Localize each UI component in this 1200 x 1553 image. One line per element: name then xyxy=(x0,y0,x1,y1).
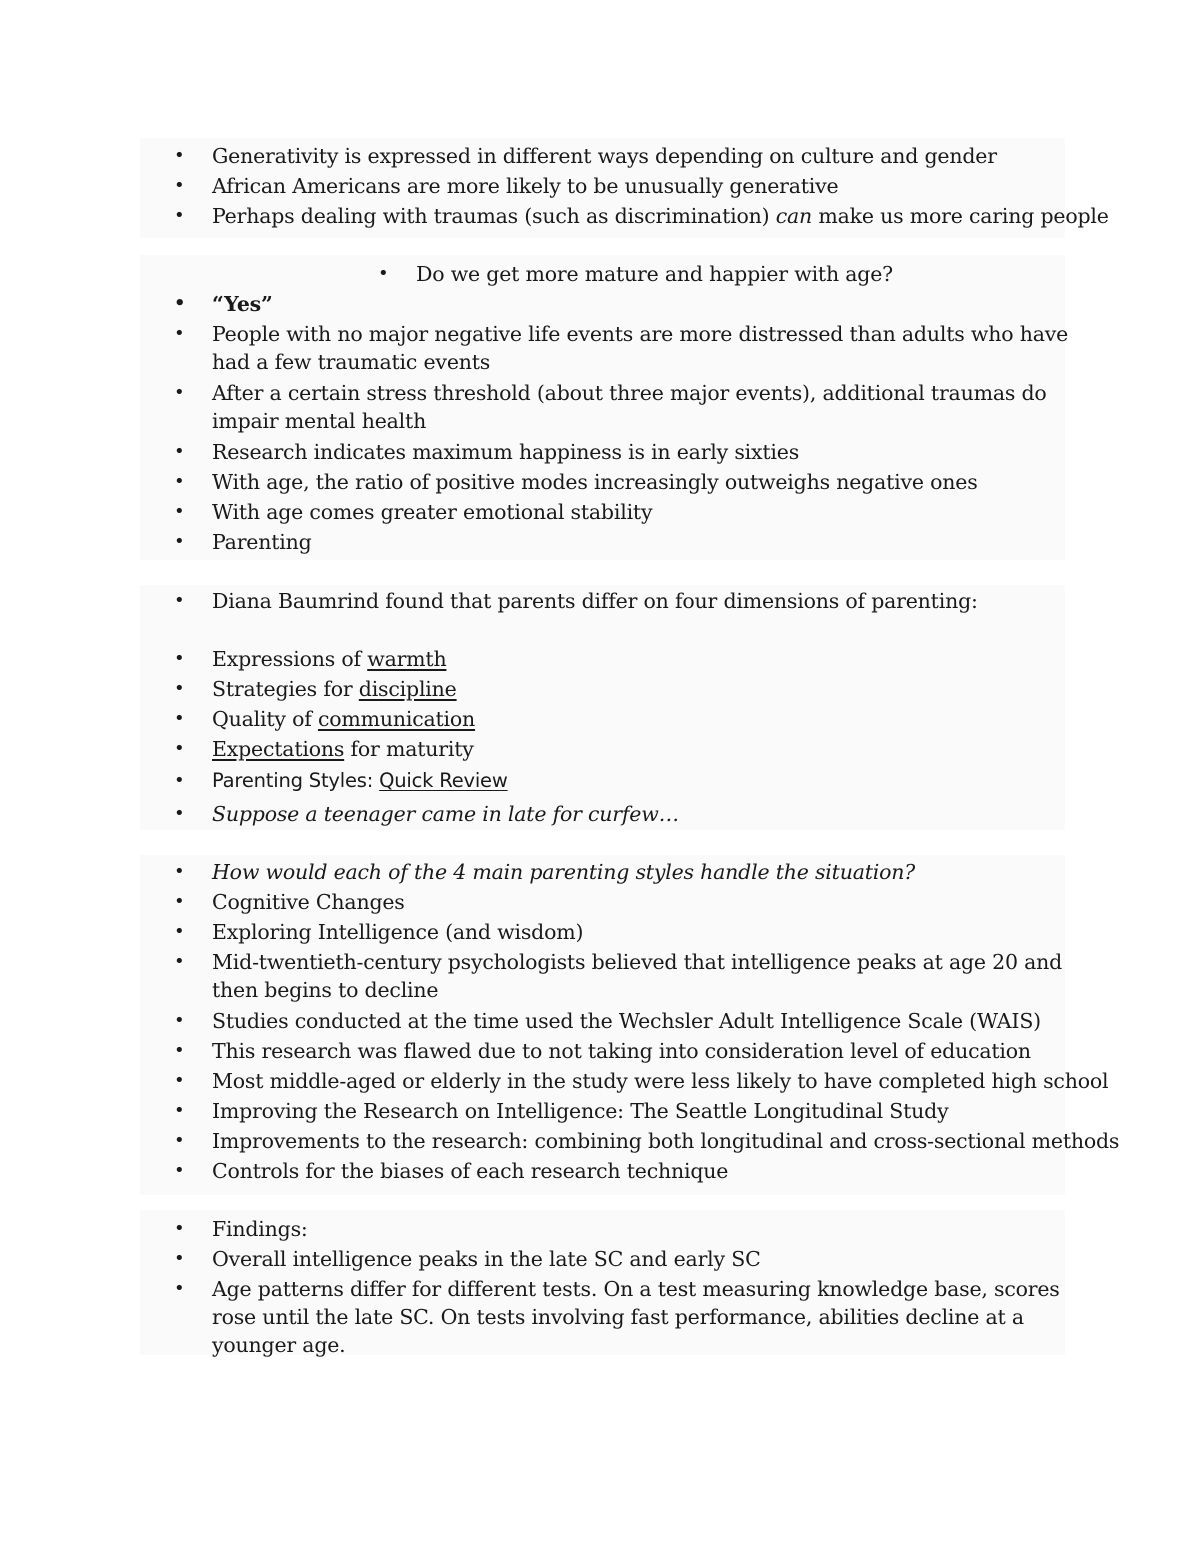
text: for maturity xyxy=(344,737,474,761)
list-item: • Exploring Intelligence (and wisdom) xyxy=(212,918,1072,946)
list-item: • Research indicates maximum happiness is in early sixties xyxy=(212,438,1072,466)
list-item xyxy=(212,705,1072,733)
list-item: • Studies conducted at the time used the Wechsler Adult Intelligence Scale (WAIS) xyxy=(212,1007,1072,1035)
list-item: • With age comes greater emotional stability xyxy=(212,498,1072,526)
list-item: • Diana Baumrind found that parents differ on four dimensions of parenting: xyxy=(212,587,1072,615)
list-item: • With age, the ratio of positive modes increasingly outweighs negative ones xyxy=(212,468,1072,496)
list-item xyxy=(212,735,1072,763)
list-item: • Improving the Research on Intelligence: The Seattle Longitudinal Study xyxy=(212,1097,1072,1125)
list-item-heading: • Do we get more mature and happier with age? xyxy=(416,260,1200,288)
underlined-term: Expectations xyxy=(212,737,345,761)
underlined-term: discipline xyxy=(358,677,457,701)
list-item: • How would each of the 4 main parenting styles handle the situation? xyxy=(212,858,1072,886)
quick-review-link[interactable]: Quick Review xyxy=(379,769,508,792)
text: Strategies for xyxy=(212,677,359,701)
list-item xyxy=(212,202,1109,230)
text: Parenting Styles: xyxy=(212,769,380,792)
text: Perhaps dealing with traumas (such as discrimination) xyxy=(212,204,776,228)
list-item: • Age patterns differ for different tests. On a test measuring knowledge base, scores rose until the late SC. On tests involving fast performance, abilities decline at a younger age. xyxy=(212,1275,1072,1359)
text: make us more caring people xyxy=(812,204,1109,228)
underlined-term: warmth xyxy=(367,647,447,671)
text: Expressions of xyxy=(212,647,368,671)
list-item: • Generativity is expressed in different ways depending on culture and gender xyxy=(212,142,1072,170)
list-item: • “Yes” xyxy=(212,290,1072,318)
list-item xyxy=(212,767,1072,795)
emphasis: can xyxy=(775,204,813,228)
list-item: • Mid-twentieth-century psychologists believed that intelligence peaks at age 20 and then begins to decline xyxy=(212,948,1072,1004)
list-item: • Suppose a teenager came in late for curfew… xyxy=(212,800,1072,828)
underlined-term: communication xyxy=(317,707,476,731)
list-item xyxy=(212,675,1072,703)
list-item: • Improvements to the research: combining both longitudinal and cross-sectional methods xyxy=(212,1127,1072,1155)
list-item: • Overall intelligence peaks in the late SC and early SC xyxy=(212,1245,1072,1273)
list-item: • This research was flawed due to not taking into consideration level of education xyxy=(212,1037,1072,1065)
list-item: • Parenting xyxy=(212,528,1072,556)
list-item: • Most middle-aged or elderly in the study were less likely to have completed high school xyxy=(212,1067,1072,1095)
list-item: • Controls for the biases of each research technique xyxy=(212,1157,1072,1185)
list-item: • After a certain stress threshold (about three major events), additional traumas do impair mental health xyxy=(212,379,1072,435)
list-item: • Findings: xyxy=(212,1215,1072,1243)
list-item: • African Americans are more likely to be unusually generative xyxy=(212,172,1072,200)
list-item xyxy=(212,645,1072,673)
list-item: • Cognitive Changes xyxy=(212,888,1072,916)
list-item: • People with no major negative life events are more distressed than adults who have had a few traumatic events xyxy=(212,320,1072,376)
text: Quality of xyxy=(212,707,318,731)
